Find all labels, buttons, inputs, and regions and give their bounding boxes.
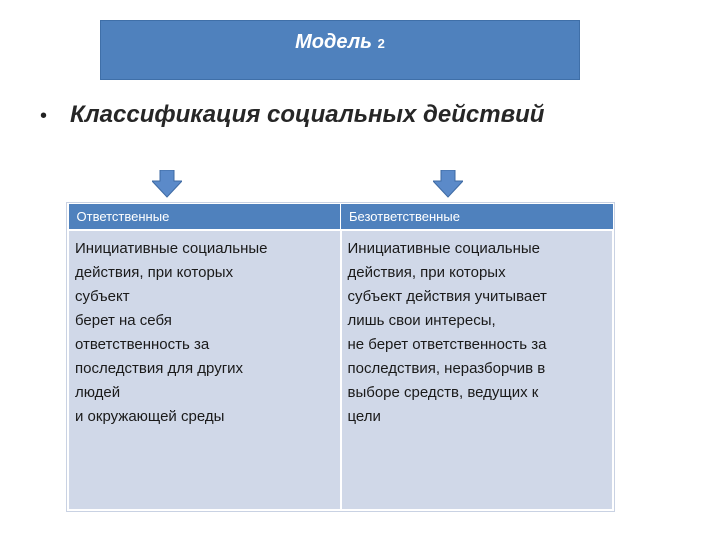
cell-responsible: Инициативные социальные действия, при которых субъект берет на себя ответственность за последствия для других людей и окружающей среды [68, 230, 341, 510]
header-responsible: Ответственные [68, 204, 341, 231]
title-number: 2 [377, 36, 385, 51]
down-arrow-icon [152, 170, 182, 198]
header-irresponsible: Безответственные [341, 204, 614, 231]
title-banner [100, 20, 580, 80]
table-header-row [68, 204, 613, 231]
bullet-symbol: • [40, 105, 48, 127]
table-row [68, 230, 613, 510]
cell-irresponsible: Инициативные социальные действия, при которых субъект действия учитывает лишь свои интересы, не берет ответственность за последствия, неразборчив в выборе средств, ведущих к цели [341, 230, 614, 510]
classification-table [67, 203, 614, 511]
bullet-item [40, 101, 544, 129]
slide-title [101, 31, 579, 54]
bullet-heading: Классификация социальных действий [70, 101, 545, 128]
title-main: Модель [295, 31, 373, 53]
down-arrow-icon [433, 170, 463, 198]
